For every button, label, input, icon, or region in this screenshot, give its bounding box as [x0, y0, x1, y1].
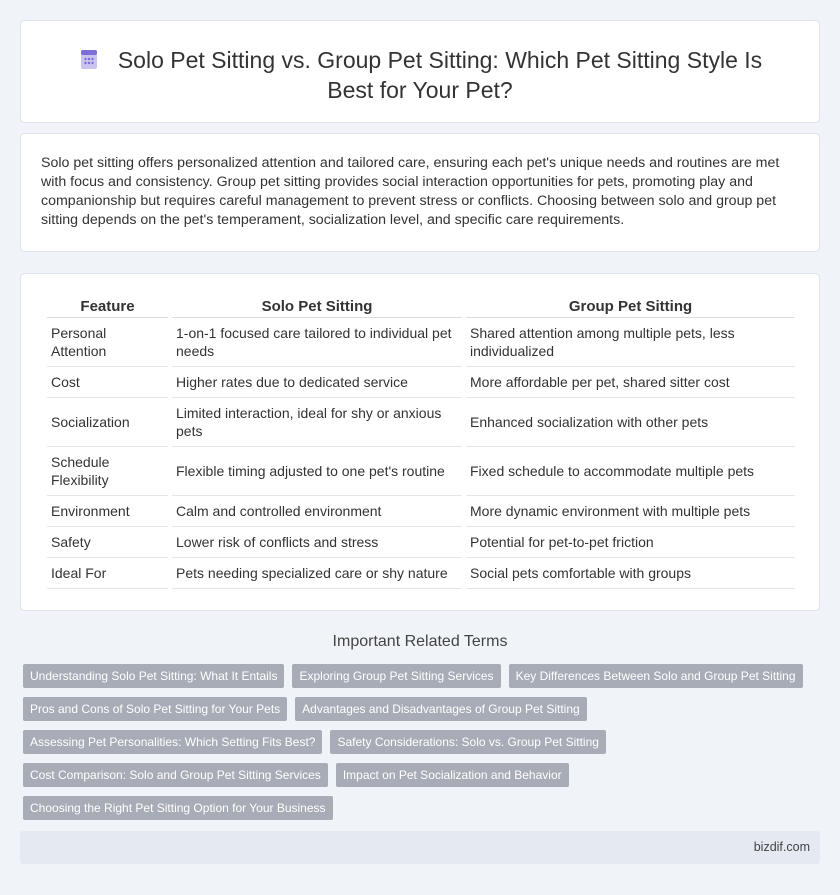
group-cell: Shared attention among multiple pets, less individualized: [466, 318, 795, 367]
intro-paragraph: Solo pet sitting offers personalized attention and tailored care, ensuring each pet's unique needs and routines are met with focus and consistency. Group pet sitting provides social interaction opportunities for pets, promoting play and companionship but requires careful management to prevent stress or conflicts. Choosing between solo and group pet sitting depends on the pet's temperament, socialization level, and specific care requirements.: [41, 155, 780, 228]
group-cell: Social pets comfortable with groups: [466, 558, 795, 589]
header-card: [20, 20, 820, 123]
group-cell: More affordable per pet, shared sitter cost: [466, 367, 795, 398]
related-term-tag[interactable]: Choosing the Right Pet Sitting Option for Your Business: [23, 796, 333, 820]
related-terms-heading: Important Related Terms: [332, 633, 508, 650]
related-term-tag[interactable]: Advantages and Disadvantages of Group Pet Sitting: [295, 697, 587, 721]
related-term-tag[interactable]: Impact on Pet Socialization and Behavior: [336, 763, 569, 787]
solo-cell: Flexible timing adjusted to one pet's routine: [172, 447, 462, 496]
related-terms-list: [23, 664, 823, 829]
header-solo: Solo Pet Sitting: [172, 296, 462, 318]
group-cell: Enhanced socialization with other pets: [466, 398, 795, 447]
table-row: [47, 318, 795, 367]
solo-cell: Limited interaction, ideal for shy or anxious pets: [172, 398, 462, 447]
solo-cell: Higher rates due to dedicated service: [172, 367, 462, 398]
related-term-tag[interactable]: Pros and Cons of Solo Pet Sitting for Your Pets: [23, 697, 287, 721]
solo-cell: Calm and controlled environment: [172, 496, 462, 527]
comparison-table-card: [20, 273, 820, 611]
solo-cell: Pets needing specialized care or shy nature: [172, 558, 462, 589]
footer-site-link[interactable]: bizdif.com: [753, 840, 810, 854]
feature-cell: Environment: [47, 496, 168, 527]
group-cell: More dynamic environment with multiple pets: [466, 496, 795, 527]
header-group: Group Pet Sitting: [466, 296, 795, 318]
solo-cell: 1-on-1 focused care tailored to individual pet needs: [172, 318, 462, 367]
feature-cell: Socialization: [47, 398, 168, 447]
feature-cell: Personal Attention: [47, 318, 168, 367]
header-feature: Feature: [47, 296, 168, 318]
table-header-row: [47, 296, 795, 318]
page-title-text: Solo Pet Sitting vs. Group Pet Sitting: Which Pet Sitting Style Is Best for Your Pet?: [117, 47, 763, 103]
related-term-tag[interactable]: Exploring Group Pet Sitting Services: [292, 664, 500, 688]
group-cell: Potential for pet-to-pet friction: [466, 527, 795, 558]
comparison-table: [43, 296, 799, 589]
related-term-tag[interactable]: Key Differences Between Solo and Group Pet Sitting: [509, 664, 803, 688]
table-row: [47, 398, 795, 447]
feature-cell: Safety: [47, 527, 168, 558]
feature-cell: Ideal For: [47, 558, 168, 589]
related-term-tag[interactable]: Safety Considerations: Solo vs. Group Pet Sitting: [330, 730, 605, 754]
table-row: [47, 447, 795, 496]
page-title: [70, 45, 770, 105]
feature-cell: Schedule Flexibility: [47, 447, 168, 496]
table-row: [47, 527, 795, 558]
related-term-tag[interactable]: Understanding Solo Pet Sitting: What It Entails: [23, 664, 284, 688]
table-row: [47, 367, 795, 398]
document-icon: [78, 47, 100, 69]
footer: [20, 831, 820, 864]
related-term-tag[interactable]: Cost Comparison: Solo and Group Pet Sitting Services: [23, 763, 328, 787]
feature-cell: Cost: [47, 367, 168, 398]
table-row: [47, 558, 795, 589]
solo-cell: Lower risk of conflicts and stress: [172, 527, 462, 558]
group-cell: Fixed schedule to accommodate multiple pets: [466, 447, 795, 496]
related-term-tag[interactable]: Assessing Pet Personalities: Which Setting Fits Best?: [23, 730, 322, 754]
intro-card: [20, 133, 820, 252]
table-row: [47, 496, 795, 527]
